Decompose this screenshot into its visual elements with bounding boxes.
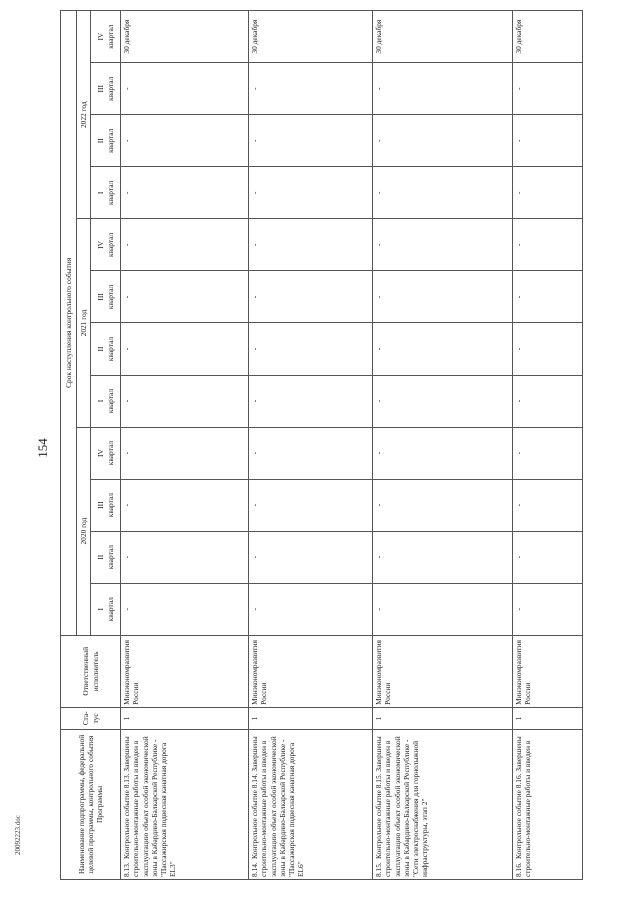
quarter-value-cell: - [121, 219, 249, 271]
quarter-value-cell: - [513, 115, 583, 167]
quarter-value-cell: - [249, 271, 373, 323]
quarter-value-cell: - [249, 427, 373, 479]
quarter-value-cell: - [373, 115, 513, 167]
quarter-value-cell: - [249, 167, 373, 219]
quarter-value-cell: - [513, 219, 583, 271]
status-cell: 1 [249, 707, 373, 729]
quarter-value-cell: - [373, 531, 513, 583]
quarter-numeral: IV [96, 241, 106, 249]
header-year: 2022 год [77, 11, 91, 219]
executor-cell: Минэкономразвития России [121, 635, 249, 707]
header-quarter [91, 11, 121, 63]
quarter-value-cell: - [249, 219, 373, 271]
event-name-cell [249, 729, 373, 879]
event-name: Контрольное событие 8.16. Завершены строительно-монтажные работы и введен в [514, 736, 533, 877]
quarter-numeral: IV [96, 449, 106, 457]
status-cell: 1 [121, 707, 249, 729]
quarter-value-cell: - [249, 115, 373, 167]
quarter-value-cell: - [121, 479, 249, 531]
quarter-numeral: III [96, 293, 106, 301]
quarter-value-cell: - [121, 167, 249, 219]
event-name-cell [513, 729, 583, 879]
quarter-value-cell: - [249, 479, 373, 531]
table-header [61, 11, 121, 880]
quarter-value-cell: - [373, 63, 513, 115]
quarter-word: квартал [105, 232, 115, 258]
quarter-numeral: IV [96, 32, 106, 41]
quarter-value-cell: - [373, 375, 513, 427]
table-row [373, 11, 513, 880]
quarter-word: квартал [105, 284, 115, 310]
event-name: Контрольное событие 8.15. Завершены строительно-монтажные работы и введен в эксплуатацию объект особой экономической зоны в Кабардино-Балкарской Республике - "Сети электроснабжения для горнолыжной инфраструктуры, этап 2" [374, 736, 430, 877]
quarter-word: квартал [105, 128, 115, 153]
quarter-value-cell: - [373, 323, 513, 375]
status-cell: 1 [373, 707, 513, 729]
quarter-word: квартал [105, 597, 115, 622]
quarter-value-cell: - [121, 375, 249, 427]
quarter-numeral: II [96, 554, 106, 560]
event-name: Контрольное событие 8.14. Завершены строительно-монтажные работы и введен в эксплуатацию объект особой экономической зоны в Кабардино-Балкарской Республике - "Пассажирская подвесная канатная дорога EL6" [250, 736, 306, 877]
header-quarter [91, 479, 121, 531]
header-quarter [91, 323, 121, 375]
quarter-value-cell: - [121, 115, 249, 167]
quarter-value-cell: - [373, 219, 513, 271]
quarter-value-cell: - [249, 323, 373, 375]
quarter-numeral: III [96, 501, 106, 509]
quarter-value-cell: - [513, 375, 583, 427]
executor-cell: Минэкономразвития России [373, 635, 513, 707]
event-number: 8.14. [250, 862, 259, 877]
header-executor: Ответственный исполнитель [61, 635, 121, 707]
header-quarter [91, 167, 121, 219]
table-body [121, 11, 583, 880]
quarter-value-cell: - [373, 479, 513, 531]
quarter-value-cell: - [373, 583, 513, 635]
quarter-value-cell: - [513, 323, 583, 375]
quarter-value-cell: 30 декабря [513, 11, 583, 63]
quarter-word: квартал [105, 440, 115, 466]
quarter-numeral: I [96, 608, 106, 611]
quarter-numeral: II [96, 138, 106, 144]
quarter-numeral: II [96, 346, 106, 352]
header-quarter [91, 583, 121, 635]
quarter-value-cell: - [513, 531, 583, 583]
quarter-word: квартал [105, 545, 115, 570]
quarter-value-cell: - [513, 479, 583, 531]
quarter-value-cell: - [513, 427, 583, 479]
quarter-numeral: I [96, 191, 106, 195]
quarter-value-cell: - [121, 63, 249, 115]
event-name: Контрольное событие 8.13. Завершены строительно-монтажные работы и введен в эксплуатацию объект особой экономической зоны в Кабардино-Балкарской Республике - "Пассажирская подвесная канатная дорога EL3" [122, 736, 178, 877]
header-quarter [91, 63, 121, 115]
quarter-word: квартал [105, 76, 115, 101]
header-quarter [91, 271, 121, 323]
quarter-numeral: III [96, 85, 106, 93]
quarter-value-cell: - [249, 63, 373, 115]
quarter-value-cell: - [373, 427, 513, 479]
header-quarter [91, 115, 121, 167]
event-number: 8.16. [514, 862, 523, 877]
header-year: 2021 год [77, 219, 91, 427]
header-name: Наименование подпрограммы, федеральной целевой программы, контрольного события Программы [61, 729, 121, 879]
quarter-value-cell: - [121, 583, 249, 635]
document-reference: 20092223.doc [14, 815, 22, 855]
header-quarter [91, 427, 121, 479]
quarter-value-cell: - [121, 531, 249, 583]
control-events-table [60, 10, 583, 880]
event-number: 8.13. [122, 862, 131, 877]
header-status: Ста-тус [61, 707, 121, 729]
quarter-word: квартал [105, 493, 115, 518]
table-row [121, 11, 249, 880]
quarter-value-cell: - [513, 167, 583, 219]
event-number: 8.15. [374, 862, 383, 877]
executor-cell: Минэкономразвития России [513, 635, 583, 707]
quarter-word: квартал [105, 180, 115, 205]
executor-cell: Минэкономразвития России [249, 635, 373, 707]
quarter-numeral: I [96, 399, 106, 403]
header-period: Срок наступления контрольного события [61, 11, 77, 636]
table-row [513, 11, 583, 880]
quarter-value-cell: 30 декабря [121, 11, 249, 63]
quarter-value-cell: - [121, 323, 249, 375]
quarter-word: квартал [105, 336, 115, 362]
rotated-sheet [60, 0, 580, 880]
quarter-value-cell: - [373, 271, 513, 323]
quarter-value-cell: - [121, 271, 249, 323]
quarter-value-cell: - [249, 531, 373, 583]
quarter-value-cell: - [513, 271, 583, 323]
event-name-cell [121, 729, 249, 879]
quarter-value-cell: - [513, 583, 583, 635]
header-quarter [91, 219, 121, 271]
quarter-value-cell: - [249, 583, 373, 635]
quarter-value-cell: - [373, 167, 513, 219]
quarter-value-cell: 30 декабря [249, 11, 373, 63]
quarter-value-cell: - [121, 427, 249, 479]
quarter-word: квартал [105, 388, 115, 414]
quarter-value-cell: - [513, 63, 583, 115]
header-quarter [91, 531, 121, 583]
quarter-value-cell: - [249, 375, 373, 427]
page-number: 154 [35, 438, 50, 458]
quarter-value-cell: 30 декабря [373, 11, 513, 63]
quarter-word: квартал [105, 24, 115, 49]
header-year: 2020 год [77, 427, 91, 635]
header-quarter [91, 375, 121, 427]
status-cell: 1 [513, 707, 583, 729]
table-row [249, 11, 373, 880]
event-name-cell [373, 729, 513, 879]
